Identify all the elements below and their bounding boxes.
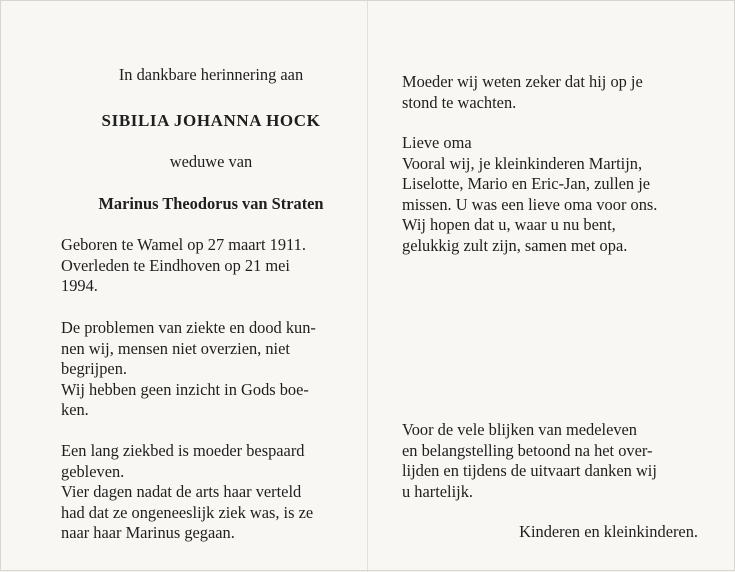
text-line: lijden en tijdens de uitvaart danken wij: [402, 461, 657, 480]
intro-text: In dankbare herinnering aan: [118, 65, 304, 84]
text-line: Een lang ziekbed is moeder bespaard: [61, 441, 305, 460]
signature: Kinderen en kleinkinderen.: [519, 522, 698, 541]
illness-paragraph: [61, 441, 361, 544]
reflection-paragraph: [61, 318, 361, 421]
mother-paragraph: [402, 72, 698, 113]
text-line: had dat ze ongeneeslijk ziek was, is ze: [61, 502, 314, 522]
text-line: Lieve oma: [402, 133, 472, 152]
widow-of-text: weduwe van: [169, 152, 253, 171]
text-line: gebleven.: [61, 461, 125, 481]
deceased-name: SIBILIA JOHANNA HOCK: [101, 111, 321, 130]
death-line: Overleden te Eindhoven op 21 mei: [61, 255, 290, 275]
text-line: stond te wachten.: [402, 92, 517, 112]
text-line: Voor de vele blijken van medeleven: [402, 420, 638, 439]
text-line: Vooral wij, je kleinkinderen Martijn,: [402, 153, 643, 173]
card-fold-line: [367, 1, 368, 572]
text-line: naar haar Marinus gegaan.: [61, 523, 235, 542]
death-year-line: 1994.: [61, 276, 98, 295]
text-line: Wij hopen dat u, waar u nu bent,: [402, 215, 616, 234]
dates-block: [61, 235, 361, 297]
text-line: De problemen van ziekte en dood kun-: [61, 318, 316, 337]
birth-line: Geboren te Wamel op 27 maart 1911.: [61, 235, 306, 254]
text-line: Moeder wij weten zeker dat hij op je: [402, 72, 643, 91]
text-line: begrijpen.: [61, 359, 127, 378]
husband-name: Marinus Theodorus van Straten: [98, 194, 324, 213]
text-line: en belangstelling betoond na het over-: [402, 440, 653, 460]
text-line: u hartelijk.: [402, 481, 474, 501]
text-line: Liselotte, Mario en Eric-Jan, zullen je: [402, 174, 651, 193]
text-line: missen. U was een lieve oma voor ons.: [402, 194, 658, 214]
text-line: nen wij, mensen niet overzien, niet: [61, 338, 290, 358]
grandma-paragraph: [402, 133, 698, 256]
text-line: Wij hebben geen inzicht in Gods boe-: [61, 379, 309, 399]
thanks-paragraph: [402, 420, 698, 502]
text-line: gelukkig zult zijn, samen met opa.: [402, 235, 628, 255]
text-line: ken.: [61, 400, 89, 419]
text-line: Vier dagen nadat de arts haar verteld: [61, 482, 302, 501]
